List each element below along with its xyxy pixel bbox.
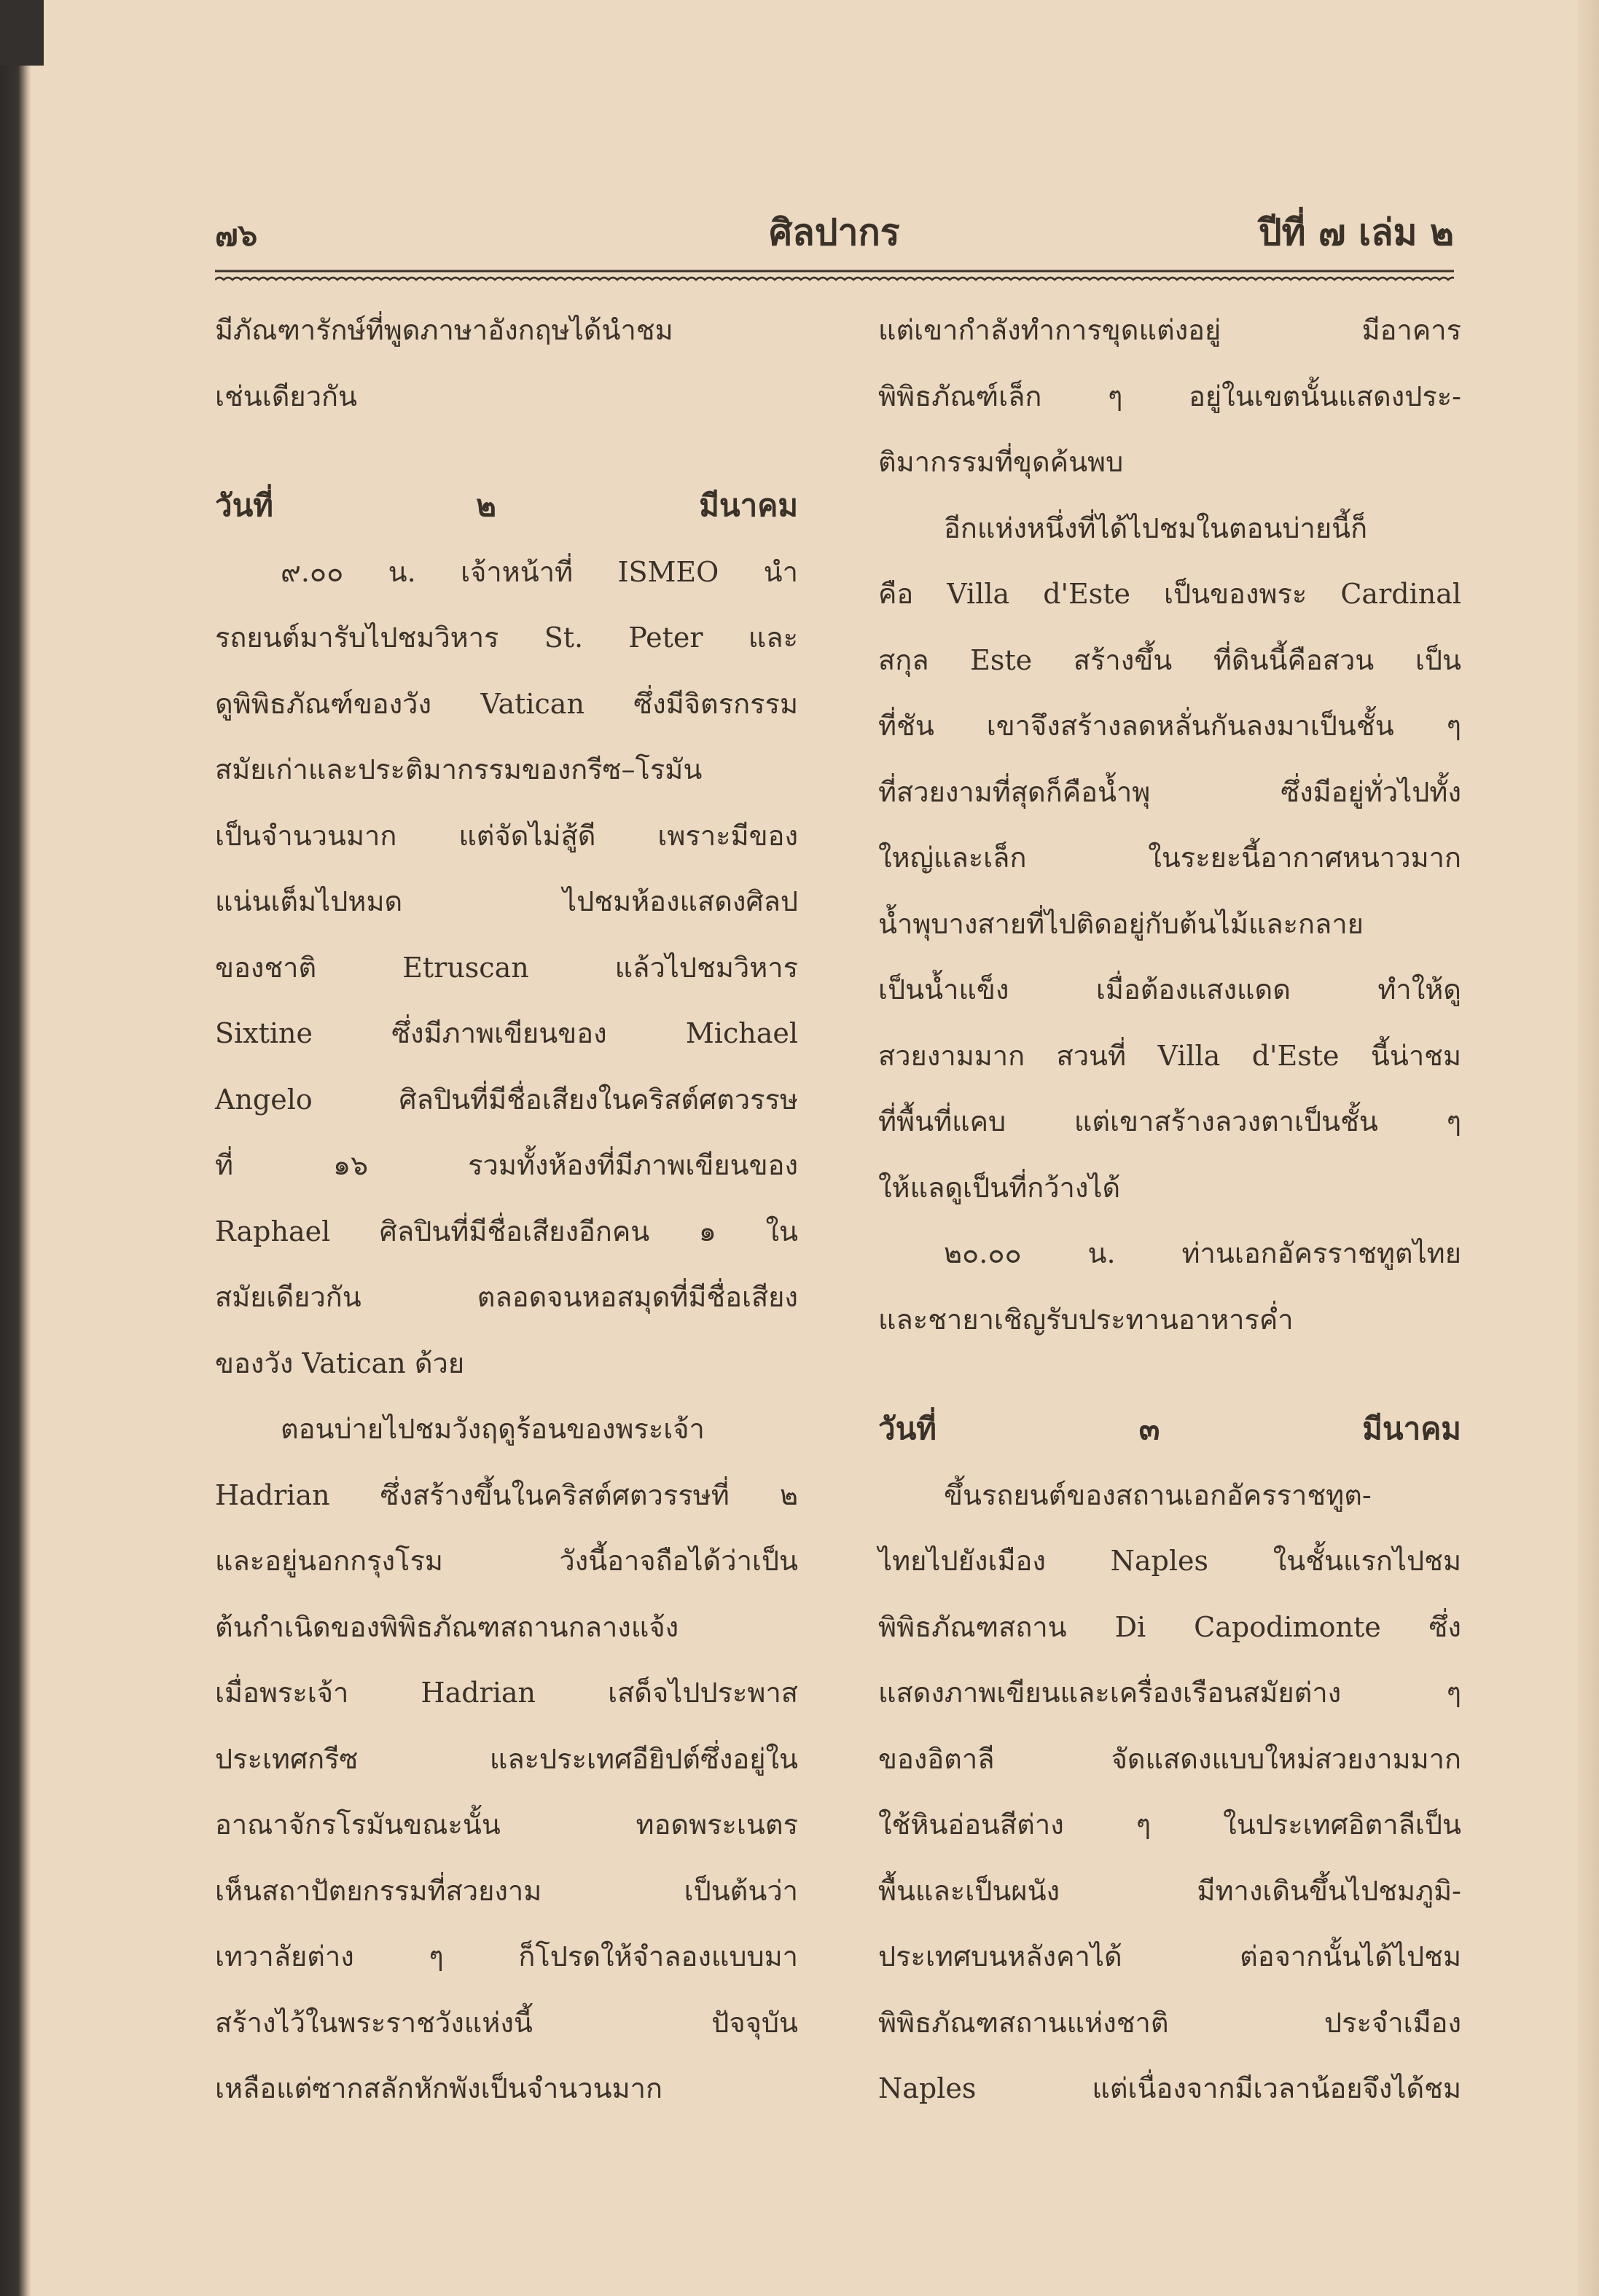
text-line: แต่เขากำลังทำการขุดแต่งอยู่ มีอาคาร — [878, 314, 1461, 346]
text-line: ให้แลดูเป็นที่กว้างได้ — [878, 1171, 1121, 1204]
text-line: น้ำพุบางสายที่ไปติดอยู่กับต้นไม้และกลาย — [878, 907, 1364, 940]
text-line: คือ Villa d'Este เป็นของพระ Cardinal — [878, 578, 1461, 610]
text-line: เทวาลัยต่าง ๆ ก็โปรดให้จำลองแบบมา — [215, 1940, 798, 1972]
issue-label: ปีที่ ๗ เล่ม ๒ — [1258, 211, 1454, 254]
text-line: ที่สวยงามที่สุดก็คือน้ำพุ ซึ่งมีอยู่ทั่วไปทั้ง — [878, 775, 1461, 808]
section-gap — [215, 429, 798, 473]
right-column — [878, 297, 1461, 2122]
text-line: ประเทศกรีซ และประเทศอียิปต์ซึ่งอยู่ใน — [215, 1742, 798, 1775]
text-line: เป็นน้ำแข็ง เมื่อต้องแสงแดด ทำให้ดู — [878, 973, 1461, 1006]
day-heading: วันที่ ๒ มีนาคม — [215, 487, 798, 523]
text-line: พิพิธภัณฑสถาน Di Capodimonte ซึ่ง — [878, 1610, 1461, 1643]
binding-corner — [0, 0, 44, 66]
wavy-double-rule — [215, 268, 1454, 287]
journal-title: ศิลปากร — [769, 211, 900, 254]
text-line: ของชาติ Etruscan แล้วไปชมวิหาร — [215, 951, 798, 984]
text-line: เมื่อพระเจ้า Hadrian เสด็จไปประพาส — [215, 1677, 798, 1709]
text-line: ต้นกำเนิดของพิพิธภัณฑสถานกลางแจ้ง — [215, 1610, 679, 1643]
page-edge — [1577, 0, 1599, 2296]
text-line: ที่ ๑๖ รวมทั้งห้องที่มีภาพเขียนของ — [215, 1149, 798, 1181]
text-line: ใหญ่และเล็ก ในระยะนี้อากาศหนาวมาก — [878, 842, 1461, 874]
text-line: สมัยเก่าและประติมากรรมของกรีซ–โรมัน — [215, 753, 703, 785]
text-line: ขึ้นรถยนต์ของสถานเอกอัครราชทูต- — [944, 1478, 1372, 1511]
text-line: ติมากรรมที่ขุดค้นพบ — [878, 446, 1124, 478]
running-header — [215, 204, 1454, 262]
text-line: ของวัง Vatican ด้วย — [215, 1347, 465, 1379]
text-line: แสดงภาพเขียนและเครื่องเรือนสมัยต่าง ๆ — [878, 1677, 1461, 1709]
text-line: Hadrian ซึ่งสร้างขึ้นในคริสต์ศตวรรษที่ ๒ — [215, 1478, 798, 1511]
text-line: สร้างไว้ในพระราชวังแห่งนี้ ปัจจุบัน — [215, 2006, 798, 2039]
left-column — [215, 297, 798, 2122]
text-line: ของอิตาลี จัดแสดงแบบใหม่สวยงามมาก — [878, 1742, 1461, 1775]
page-number: ๗๖ — [215, 217, 258, 253]
text-line: สกุล Este สร้างขึ้น ที่ดินนี้คือสวน เป็น — [878, 643, 1461, 676]
text-line: ใช้หินอ่อนสีต่าง ๆ ในประเทศอิตาลีเป็น — [878, 1809, 1461, 1841]
text-line: เช่นเดียวกัน — [215, 380, 358, 412]
book-spine-shadow — [0, 0, 31, 2296]
section-gap — [878, 1352, 1461, 1396]
day-heading: วันที่ ๓ มีนาคม — [878, 1411, 1461, 1446]
text-line: พื้นและเป็นผนัง มีทางเดินขึ้นไปชมภูมิ- — [878, 1874, 1461, 1907]
text-line: และชายาเชิญรับประทานอาหารค่ำ — [878, 1303, 1294, 1336]
text-line: รถยนต์มารับไปชมวิหาร St. Peter และ — [215, 622, 798, 654]
text-line: Angelo ศิลปินที่มีชื่อเสียงในคริสต์ศตวรรษ — [215, 1083, 798, 1116]
text-line: ที่ชัน เขาจึงสร้างลดหลั่นกันลงมาเป็นชั้น ๆ — [878, 710, 1461, 742]
text-line: สวยงามมาก สวนที่ Villa d'Este นี้น่าชม — [878, 1039, 1461, 1072]
text-line: อาณาจักรโรมันขณะนั้น ทอดพระเนตร — [215, 1809, 798, 1841]
text-line: เป็นจำนวนมาก แต่จัดไม่สู้ดี เพราะมีของ — [215, 819, 798, 852]
text-line: มีภัณฑารักษ์ที่พูดภาษาอังกฤษได้นำชม — [215, 314, 673, 346]
text-line: สมัยเดียวกัน ตลอดจนหอสมุดที่มีชื่อเสียง — [215, 1281, 798, 1313]
text-line: เห็นสถาปัตยกรรมที่สวยงาม เป็นต้นว่า — [215, 1874, 798, 1907]
text-line: และอยู่นอกกรุงโรม วังนี้อาจถือได้ว่าเป็น — [215, 1545, 798, 1577]
text-line: ที่พื้นที่แคบ แต่เขาสร้างลวงตาเป็นชั้น ๆ — [878, 1105, 1461, 1137]
text-line: ดูพิพิธภัณฑ์ของวัง Vatican ซึ่งมีจิตรกรรม — [215, 687, 798, 720]
text-line: ประเทศบนหลังคาได้ ต่อจากนั้นได้ไปชม — [878, 1940, 1461, 1972]
text-line: ๙.๐๐ น. เจ้าหน้าที่ ISMEO นำ — [281, 555, 798, 588]
text-line: พิพิธภัณฑ์เล็ก ๆ อยู่ในเขตนั้นแสดงประ- — [878, 380, 1461, 412]
text-line: ไทยไปยังเมือง Naples ในชั้นแรกไปชม — [878, 1545, 1461, 1577]
text-line: พิพิธภัณฑสถานแห่งชาติ ประจำเมือง — [878, 2006, 1461, 2039]
text-line: Naples แต่เนื่องจากมีเวลาน้อยจึงได้ชม — [878, 2072, 1461, 2104]
text-line: อีกแห่งหนึ่งที่ได้ไปชมในตอนบ่ายนี้ก็ — [944, 512, 1368, 544]
text-line: Raphael ศิลปินที่มีชื่อเสียงอีกคน ๑ ใน — [215, 1215, 798, 1247]
text-line: แน่นเต็มไปหมด ไปชมห้องแสดงศิลป — [215, 885, 798, 917]
text-line: Sixtine ซึ่งมีภาพเขียนของ Michael — [215, 1017, 798, 1049]
text-line: ๒๐.๐๐ น. ท่านเอกอัครราชทูตไทย — [944, 1237, 1461, 1269]
text-line: เหลือแต่ซากสลักหักพังเป็นจำนวนมาก — [215, 2072, 662, 2104]
header-rule — [215, 268, 1454, 287]
text-line: ตอนบ่ายไปชมวังฤดูร้อนของพระเจ้า — [281, 1413, 705, 1445]
